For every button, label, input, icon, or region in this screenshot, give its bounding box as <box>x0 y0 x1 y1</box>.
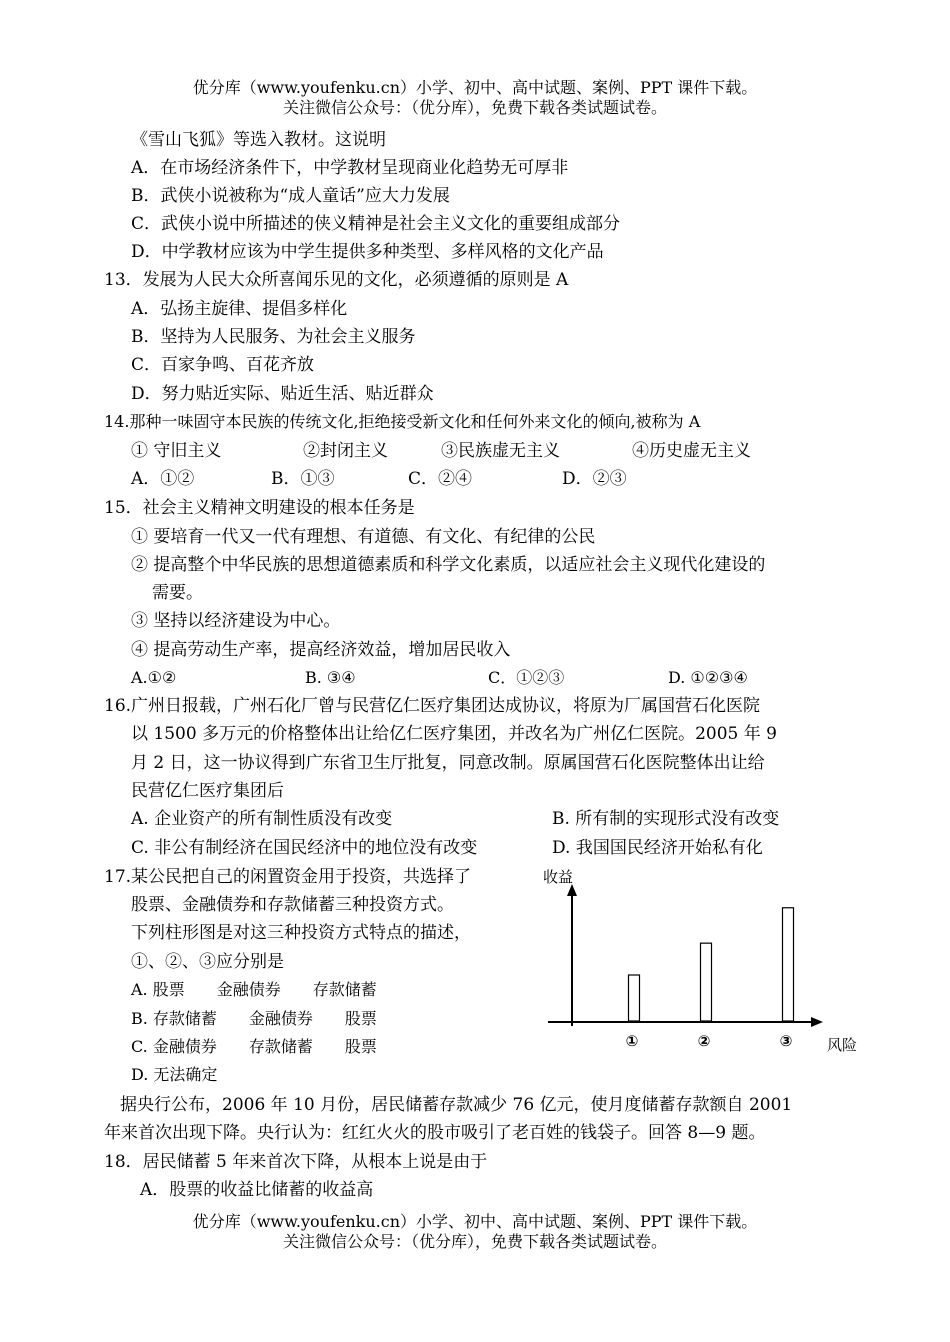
q14-stem: 14.那种一味固守本民族的传统文化,拒绝接受新文化和任何外来文化的倾向,被称为 A <box>104 412 701 431</box>
q16-stem-line2: 以 1500 多万元的价格整体出让给亿仁医疗集团，并改名为广州亿仁医院。2005 年 9 <box>131 724 777 744</box>
q17-option-b: B. 存款储蓄 金融债券 股票 <box>131 1009 377 1028</box>
q14-item-1: ① 守旧主义 <box>131 441 222 461</box>
q14-option-c: C．②④ <box>408 469 473 489</box>
risk-return-bar-chart <box>540 866 870 1066</box>
category-label-2: ② <box>697 1032 711 1050</box>
category-label-1: ① <box>625 1032 639 1050</box>
x-axis-arrow <box>811 1017 823 1027</box>
q16-stem-line4: 民营亿仁医疗集团后 <box>131 781 284 801</box>
q12-stem-continued: 《雪山飞狐》等选入教材。这说明 <box>131 130 386 150</box>
category-labels <box>626 1032 793 1050</box>
header-line-1: 优分库（www.youfenku.cn）小学、初中、高中试题、案例、PPT 课件下载。 <box>192 78 758 97</box>
passage-line1: 据央行公布，2006 年 10 月份，居民储蓄存款减少 76 亿元，使月度储蓄存款额自 2001 <box>120 1095 793 1115</box>
q14-item-2: ②封闭主义 <box>303 441 388 461</box>
q15-stem: 15．社会主义精神文明建设的根本任务是 <box>104 498 415 518</box>
q13-option-a: A．弘扬主旋律、提倡多样化 <box>131 299 348 319</box>
q12-option-a: A．在市场经济条件下，中学教材呈现商业化趋势无可厚非 <box>131 158 569 178</box>
q12-option-d: D．中学教材应该为中学生提供多种类型、多样风格的文化产品 <box>131 242 604 262</box>
q14-option-a: A．①② <box>131 469 195 489</box>
q16-stem-line3: 月 2 日，这一协议得到广东省卫生厅批复，同意改制。原属国营石化医院整体出让给 <box>131 753 765 773</box>
q15-item-2-line1: ② 提高整个中华民族的思想道德素质和科学文化素质，以适应社会主义现代化建设的 <box>131 555 766 575</box>
passage-line2: 年来首次出现下降。央行认为：红红火火的股市吸引了老百姓的钱袋子。回答 8—9 题。 <box>104 1123 766 1143</box>
q16-option-b: B. 所有制的实现形式没有改变 <box>552 809 780 829</box>
y-axis-label: 收益 <box>543 868 574 886</box>
q15-option-a: A.①② <box>131 668 177 687</box>
footer-line-2: 关注微信公众号：（优分库），免费下载各类试题试卷。 <box>282 1232 667 1251</box>
bar-2 <box>701 943 712 1021</box>
q16-option-a: A. 企业资产的所有制性质没有改变 <box>131 809 393 829</box>
q13-option-b: B．坚持为人民服务、为社会主义服务 <box>131 327 416 347</box>
header-line-2: 关注微信公众号：（优分库），免费下载各类试题试卷。 <box>282 98 667 117</box>
q16-option-d: D. 我国国民经济开始私有化 <box>552 838 763 858</box>
q14-item-4: ④历史虚无主义 <box>632 441 751 461</box>
q17-option-d: D. 无法确定 <box>131 1065 218 1084</box>
footer-line-1: 优分库（www.youfenku.cn）小学、初中、高中试题、案例、PPT 课件下载。 <box>192 1212 758 1231</box>
q18-option-a: A．股票的收益比储蓄的收益高 <box>140 1180 374 1200</box>
q12-option-c: C．武侠小说中所描述的侠义精神是社会主义文化的重要组成部分 <box>131 214 621 234</box>
q14-option-b: B．①③ <box>271 469 335 489</box>
q15-item-3: ③ 坚持以经济建设为中心。 <box>131 611 341 631</box>
q17-stem-line3: 下列柱形图是对这三种投资方式特点的描述， <box>131 923 471 943</box>
q12-option-b: B．武侠小说被称为“成人童话”应大力发展 <box>131 186 450 206</box>
q13-option-c: C．百家争鸣、百花齐放 <box>131 355 315 375</box>
q15-option-d: D. ①②③④ <box>668 668 748 687</box>
q17-stem-line2: 股票、金融债券和存款储蓄三种投资方式。 <box>131 895 454 915</box>
q15-item-1: ① 要培育一代又一代有理想、有道德、有文化、有纪律的公民 <box>131 527 596 547</box>
bar-1 <box>629 975 640 1021</box>
q15-item-2-line2: 需要。 <box>152 583 203 603</box>
q17-stem-line1: 17.某公民把自己的闲置资金用于投资，共选择了 <box>104 867 472 887</box>
q14-item-3: ③民族虚无主义 <box>441 441 560 461</box>
q16-option-c: C. 非公有制经济在国民经济中的地位没有改变 <box>131 838 478 858</box>
q17-option-a: A. 股票 金融债券 存款储蓄 <box>131 980 377 999</box>
q15-option-b: B. ③④ <box>305 668 356 687</box>
bar-3 <box>783 908 794 1021</box>
q14-option-d: D．②③ <box>562 469 627 489</box>
q13-option-d: D．努力贴近实际、贴近生活、贴近群众 <box>131 384 434 404</box>
q15-item-4: ④ 提高劳动生产率，提高经济效益，增加居民收入 <box>131 640 511 660</box>
x-axis-label: 风险 <box>827 1036 858 1054</box>
q16-stem-line1: 16.广州日报载，广州石化厂曾与民营亿仁医疗集团达成协议，将原为厂属国营石化医院 <box>104 696 761 716</box>
q17-option-c: C. 金融债券 存款储蓄 股票 <box>131 1037 377 1056</box>
q13-stem: 13．发展为人民大众所喜闻乐见的文化，必须遵循的原则是 A <box>104 270 569 290</box>
bars <box>629 908 794 1021</box>
q18-stem: 18．居民储蓄 5 年来首次下降，从根本上说是由于 <box>104 1152 488 1172</box>
q17-stem-line4: ①、②、③应分别是 <box>131 952 284 972</box>
category-label-3: ③ <box>779 1032 793 1050</box>
q15-option-c: C．①②③ <box>488 668 565 687</box>
